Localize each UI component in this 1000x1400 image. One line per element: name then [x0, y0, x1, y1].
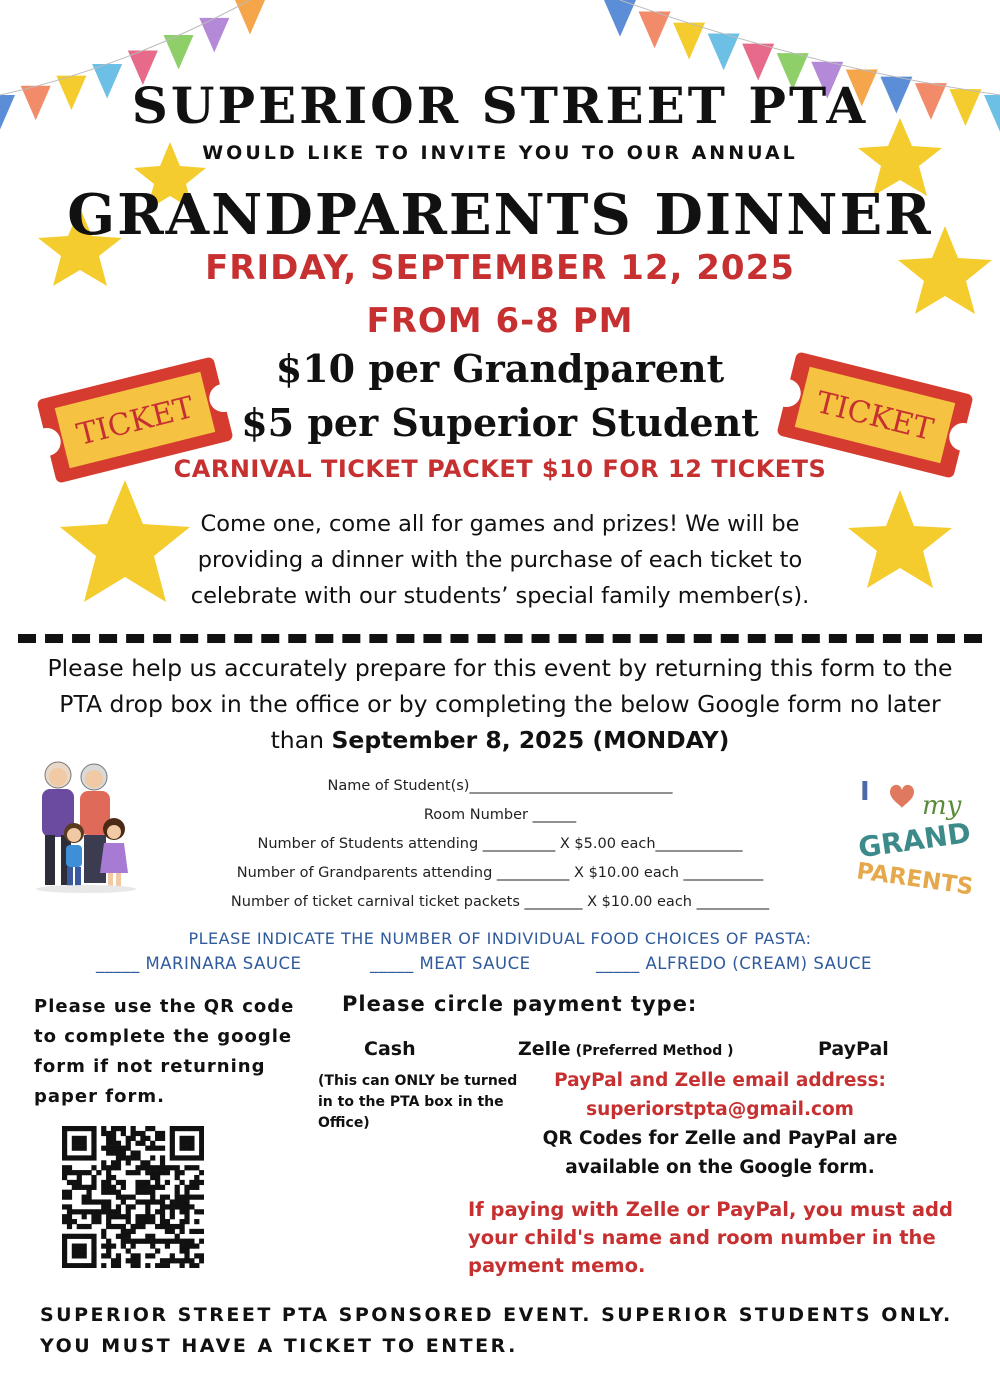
- badge-grand-text: GRAND: [856, 815, 973, 865]
- badge-i-text: I: [860, 777, 870, 807]
- ticket-right-label: TICKET: [812, 385, 937, 448]
- carnival-packet: CARNIVAL TICKET PACKET $10 FOR 12 TICKETS: [173, 455, 827, 483]
- email-address[interactable]: superiorstpta@gmail.com: [586, 1099, 854, 1120]
- payment-heading: Please circle payment type:: [342, 992, 698, 1016]
- zelle-preferred-note: (Preferred Method ): [575, 1043, 734, 1059]
- cash-note: (This can ONLY be turned in to the PTA box in the Office): [318, 1073, 518, 1131]
- form-fields: [150, 772, 850, 917]
- footer-line-2: YOU MUST HAVE A TICKET TO ENTER.: [40, 1335, 518, 1357]
- intro-text: Come one, come all for games and prizes! We will be providing a dinner with the purchase of each ticket to celebrate with our students’ special family member(s).: [190, 511, 810, 609]
- love-grandparents-badge: [852, 770, 982, 910]
- payment-paypal-option[interactable]: PayPal: [818, 1038, 889, 1060]
- qr-info: QR Codes for Zelle and PayPal are available on the Google form.: [542, 1128, 898, 1178]
- payment-cash-option[interactable]: Cash: [364, 1038, 416, 1060]
- heart-icon: [890, 785, 914, 808]
- field-room-number[interactable]: Room Number ______: [423, 807, 577, 823]
- memo-note: If paying with Zelle or PayPal, you must add your child's name and room number in the payment memo.: [468, 1198, 953, 1277]
- payment-zelle-group: [518, 1038, 734, 1060]
- email-label: PayPal and Zelle email address:: [554, 1070, 886, 1091]
- instructions-text: Please help us accurately prepare for this event by returning this form to the PTA drop box in the office or by completing the below Google form no later than: [47, 654, 953, 754]
- pasta-option-alfredo[interactable]: _____ ALFREDO (CREAM) SAUCE: [596, 954, 872, 973]
- event-time: FROM 6-8 PM: [366, 301, 634, 341]
- field-grandparents-attending[interactable]: Number of Grandparents attending __________ X $10.00 each ___________: [236, 865, 764, 881]
- ticket-left-label: TICKET: [73, 390, 198, 453]
- price-grandparent: $10 per Grandparent: [275, 346, 725, 391]
- grandparents-illustration: [28, 755, 146, 895]
- footer-line-1: SUPERIOR STREET PTA SPONSORED EVENT. SUPERIOR STUDENTS ONLY.: [40, 1304, 953, 1326]
- badge-parents-text: PARENTS: [854, 858, 975, 901]
- event-date: FRIDAY, SEPTEMBER 12, 2025: [205, 248, 795, 288]
- cut-line-divider: [18, 634, 982, 643]
- price-student: $5 per Superior Student: [241, 400, 759, 445]
- event-title: GRANDPARENTS DINNER: [67, 182, 933, 248]
- badge-my-text: my: [922, 791, 962, 821]
- pasta-option-marinara[interactable]: _____ MARINARA SAUCE: [96, 954, 302, 973]
- org-title: SUPERIOR STREET PTA: [131, 76, 869, 135]
- pasta-heading: PLEASE INDICATE THE NUMBER OF INDIVIDUAL FOOD CHOICES OF PASTA:: [188, 929, 812, 948]
- form-instructions: [30, 650, 970, 758]
- field-student-name[interactable]: Name of Student(s)____________________________: [327, 778, 673, 794]
- deadline-text: September 8, 2025 (MONDAY): [331, 726, 730, 754]
- field-students-attending[interactable]: Number of Students attending __________ X $5.00 each____________: [257, 836, 743, 852]
- qr-note: Please use the QR code to complete the google form if not returning paper form.: [34, 996, 295, 1107]
- pasta-option-meat[interactable]: _____ MEAT SAUCE: [370, 954, 531, 973]
- invite-line: WOULD LIKE TO INVITE YOU TO OUR ANNUAL: [202, 142, 798, 164]
- payment-info: [520, 1066, 920, 1182]
- field-ticket-packets[interactable]: Number of ticket carnival ticket packets ________ X $10.00 each __________: [230, 894, 770, 910]
- qr-code-icon[interactable]: [62, 1126, 204, 1268]
- star-icon: [848, 490, 952, 588]
- footer: [40, 1300, 980, 1362]
- payment-zelle-option[interactable]: Zelle: [518, 1038, 571, 1060]
